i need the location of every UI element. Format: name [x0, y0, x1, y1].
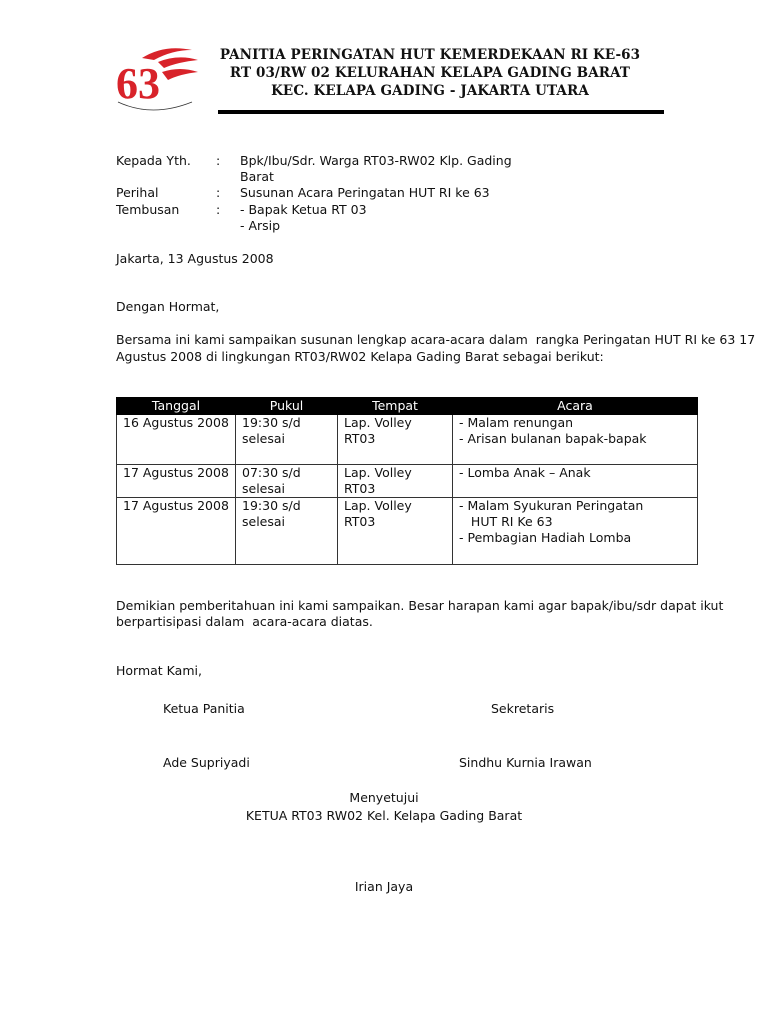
tembusan-label: Tembusan	[116, 202, 180, 217]
cell-acara	[453, 498, 698, 565]
perihal-label: Perihal	[116, 185, 159, 200]
acara-line: HUT RI Ke 63	[459, 514, 553, 529]
date-line: Jakarta, 13 Agustus 2008	[116, 251, 274, 266]
cell-pukul: 19:30 s/d selesai	[236, 498, 338, 565]
table-row	[117, 498, 698, 565]
col-header-tanggal: Tanggal	[117, 398, 236, 415]
signer-left-title: Ketua Panitia	[163, 701, 245, 716]
header-divider	[218, 110, 664, 114]
approval-name: Irian Jaya	[354, 879, 414, 894]
closing-line-2: berpartisipasi dalam acara-acara diatas.	[116, 614, 373, 629]
cell-tempat: Lap. Volley RT03	[338, 498, 453, 565]
col-header-acara: Acara	[453, 398, 698, 415]
header-line-3: KEC. KELAPA GADING - JAKARTA UTARA	[271, 83, 589, 99]
intro-line-2: Agustus 2008 di lingkungan RT03/RW02 Kelapa Gading Barat sebagai berikut:	[116, 349, 604, 364]
cell-pukul: 19:30 s/d selesai	[236, 415, 338, 465]
header-line-1: PANITIA PERINGATAN HUT KEMERDEKAAN RI KE-63	[219, 47, 641, 63]
signer-left-name: Ade Supriyadi	[163, 755, 250, 770]
kepada-colon: :	[216, 153, 221, 168]
cell-tanggal: 17 Agustus 2008	[117, 465, 236, 498]
greeting: Dengan Hormat,	[116, 299, 220, 314]
cell-tempat: Lap. Volley RT03	[338, 415, 453, 465]
cell-tanggal: 16 Agustus 2008	[117, 415, 236, 465]
tembusan-value-2: - Arsip	[240, 218, 281, 233]
col-header-tempat: Tempat	[338, 398, 453, 415]
tembusan-colon: :	[216, 202, 221, 217]
table-row	[117, 415, 698, 465]
cell-pukul: 07:30 s/d selesai	[236, 465, 338, 498]
regards: Hormat Kami,	[116, 663, 202, 678]
table-row	[117, 465, 698, 498]
col-header-pukul: Pukul	[236, 398, 338, 415]
approval-title: KETUA RT03 RW02 Kel. Kelapa Gading Barat	[245, 808, 523, 823]
schedule-table	[116, 397, 698, 565]
table-header-row	[117, 398, 698, 415]
kepada-label: Kepada Yth.	[116, 153, 191, 168]
cell-tanggal: 17 Agustus 2008	[117, 498, 236, 565]
intro-line-1: Bersama ini kami sampaikan susunan lengkap acara-acara dalam rangka Peringatan HUT RI ke 63 17	[116, 332, 756, 347]
closing-line-1: Demikian pemberitahuan ini kami sampaikan. Besar harapan kami agar bapak/ibu/sdr dapat ikut	[116, 598, 724, 613]
approval-label: Menyetujui	[349, 790, 419, 805]
perihal-colon: :	[216, 185, 221, 200]
acara-line: - Malam renungan	[459, 415, 574, 430]
acara-line: - Pembagian Hadiah Lomba	[459, 530, 632, 545]
acara-line: - Malam Syukuran Peringatan	[459, 498, 644, 513]
cell-acara	[453, 465, 698, 498]
perihal-value: Susunan Acara Peringatan HUT RI ke 63	[240, 185, 490, 200]
header-line-2: RT 03/RW 02 KELURAHAN KELAPA GADING BARAT	[229, 65, 631, 81]
kepada-value: Bpk/Ibu/Sdr. Warga RT03-RW02 Klp. Gading	[240, 153, 512, 168]
logo-number: 63	[116, 59, 160, 108]
signer-right-title: Sekretaris	[491, 701, 555, 716]
hut-ri-63-logo	[112, 40, 202, 120]
cell-acara	[453, 415, 698, 465]
acara-line: - Lomba Anak – Anak	[459, 465, 591, 480]
acara-line: - Arisan bulanan bapak-bapak	[459, 431, 647, 446]
tembusan-value-1: - Bapak Ketua RT 03	[240, 202, 367, 217]
kepada-value-cont: Barat	[240, 169, 274, 184]
signer-right-name: Sindhu Kurnia Irawan	[459, 755, 592, 770]
cell-tempat: Lap. Volley RT03	[338, 465, 453, 498]
